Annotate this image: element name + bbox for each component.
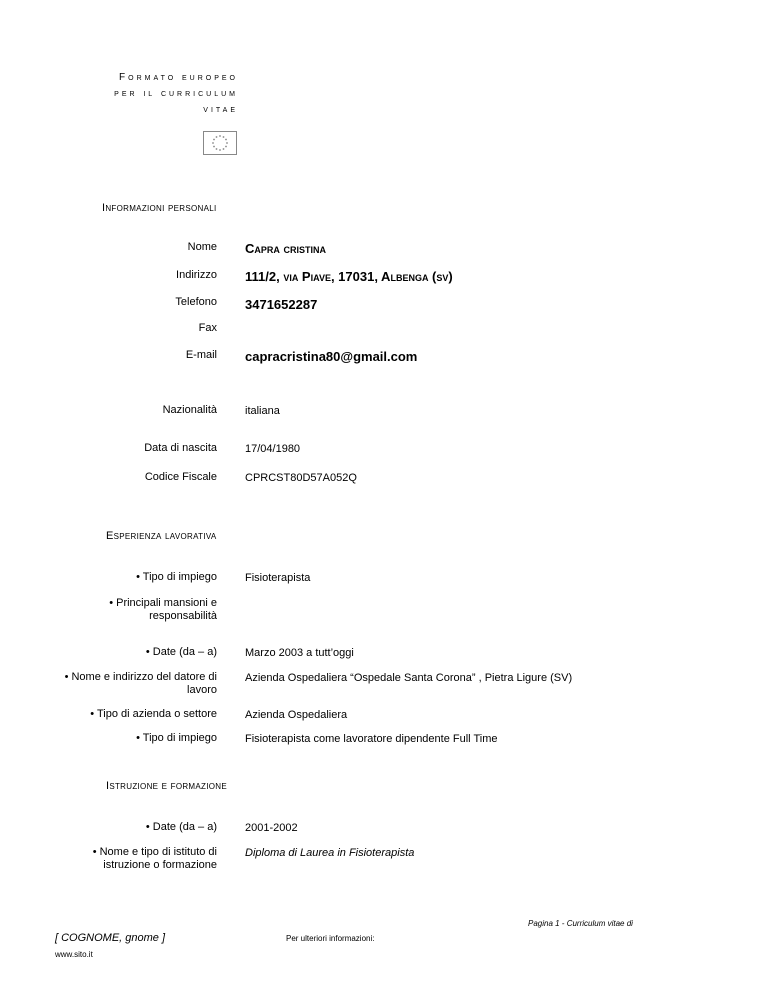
section-title-experience: Esperienza lavorativa bbox=[106, 530, 217, 542]
label-tipo-impiego: • Tipo di impiego bbox=[136, 571, 217, 583]
label-codice-fiscale: Codice Fiscale bbox=[144, 471, 217, 483]
label-nome: Nome bbox=[187, 241, 217, 253]
footer-more-info: Per ulteriori informazioni: bbox=[286, 934, 375, 943]
label-mansioni-line2: responsabilità bbox=[149, 610, 217, 622]
section-title-education: Istruzione e formazione bbox=[106, 780, 227, 792]
label-date-education: • Date (da – a) bbox=[145, 821, 217, 833]
value-telefono: 3471652287 bbox=[245, 297, 318, 312]
header-line-3: vitae bbox=[203, 104, 238, 115]
value-tipo-impiego: Fisioterapista bbox=[245, 572, 311, 584]
value-tipo-impiego-2: Fisioterapista come lavoratore dipendente Full Time bbox=[245, 733, 498, 745]
label-email: E-mail bbox=[185, 349, 217, 361]
value-email: capracristina80@gmail.com bbox=[245, 349, 418, 364]
value-codice-fiscale: CPRCST80D57A052Q bbox=[245, 472, 357, 484]
label-tipo-azienda: • Tipo di azienda o settore bbox=[90, 708, 217, 720]
value-data-nascita: 17/04/1980 bbox=[245, 443, 301, 455]
eu-flag-logo bbox=[203, 131, 237, 155]
header-line-2: per il curriculum bbox=[114, 88, 238, 99]
label-datore-line1: • Nome e indirizzo del datore di bbox=[64, 671, 217, 683]
label-date-experience: • Date (da – a) bbox=[145, 646, 217, 658]
value-tipo-azienda: Azienda Ospedaliera bbox=[245, 709, 348, 721]
label-datore-line2: lavoro bbox=[187, 684, 217, 696]
value-datore: Azienda Ospedaliera “Ospedale Santa Corona” , Pietra Ligure (SV) bbox=[245, 672, 573, 684]
label-istituto-line1: • Nome e tipo di istituto di bbox=[92, 846, 217, 858]
section-title-personal: Informazioni personali bbox=[102, 202, 217, 214]
label-istituto-line2: istruzione o formazione bbox=[103, 859, 217, 871]
label-mansioni-line1: • Principali mansioni e bbox=[109, 597, 217, 609]
value-nazionalita: italiana bbox=[245, 405, 280, 417]
label-tipo-impiego-2: • Tipo di impiego bbox=[136, 732, 217, 744]
footer-name-placeholder: [ COGNOME, gnome ] bbox=[55, 932, 166, 944]
eu-stars-icon bbox=[204, 132, 236, 154]
label-nazionalita: Nazionalità bbox=[162, 404, 217, 416]
label-data-nascita: Data di nascita bbox=[144, 442, 217, 454]
footer-page-info: Pagina 1 - Curriculum vitae di bbox=[528, 919, 633, 928]
label-indirizzo: Indirizzo bbox=[176, 269, 217, 281]
value-date-education: 2001-2002 bbox=[245, 822, 298, 834]
value-date-experience: Marzo 2003 a tutt’oggi bbox=[245, 647, 354, 659]
label-fax: Fax bbox=[198, 322, 217, 334]
label-telefono: Telefono bbox=[175, 296, 217, 308]
value-indirizzo: 111/2, via Piave, 17031, Albenga (sv) bbox=[245, 269, 453, 284]
value-nome: Capra cristina bbox=[245, 241, 327, 256]
header-line-1: Formato europeo bbox=[119, 72, 238, 83]
value-istituto: Diploma di Laurea in Fisioterapista bbox=[245, 847, 415, 859]
footer-website: www.sito.it bbox=[55, 950, 93, 959]
